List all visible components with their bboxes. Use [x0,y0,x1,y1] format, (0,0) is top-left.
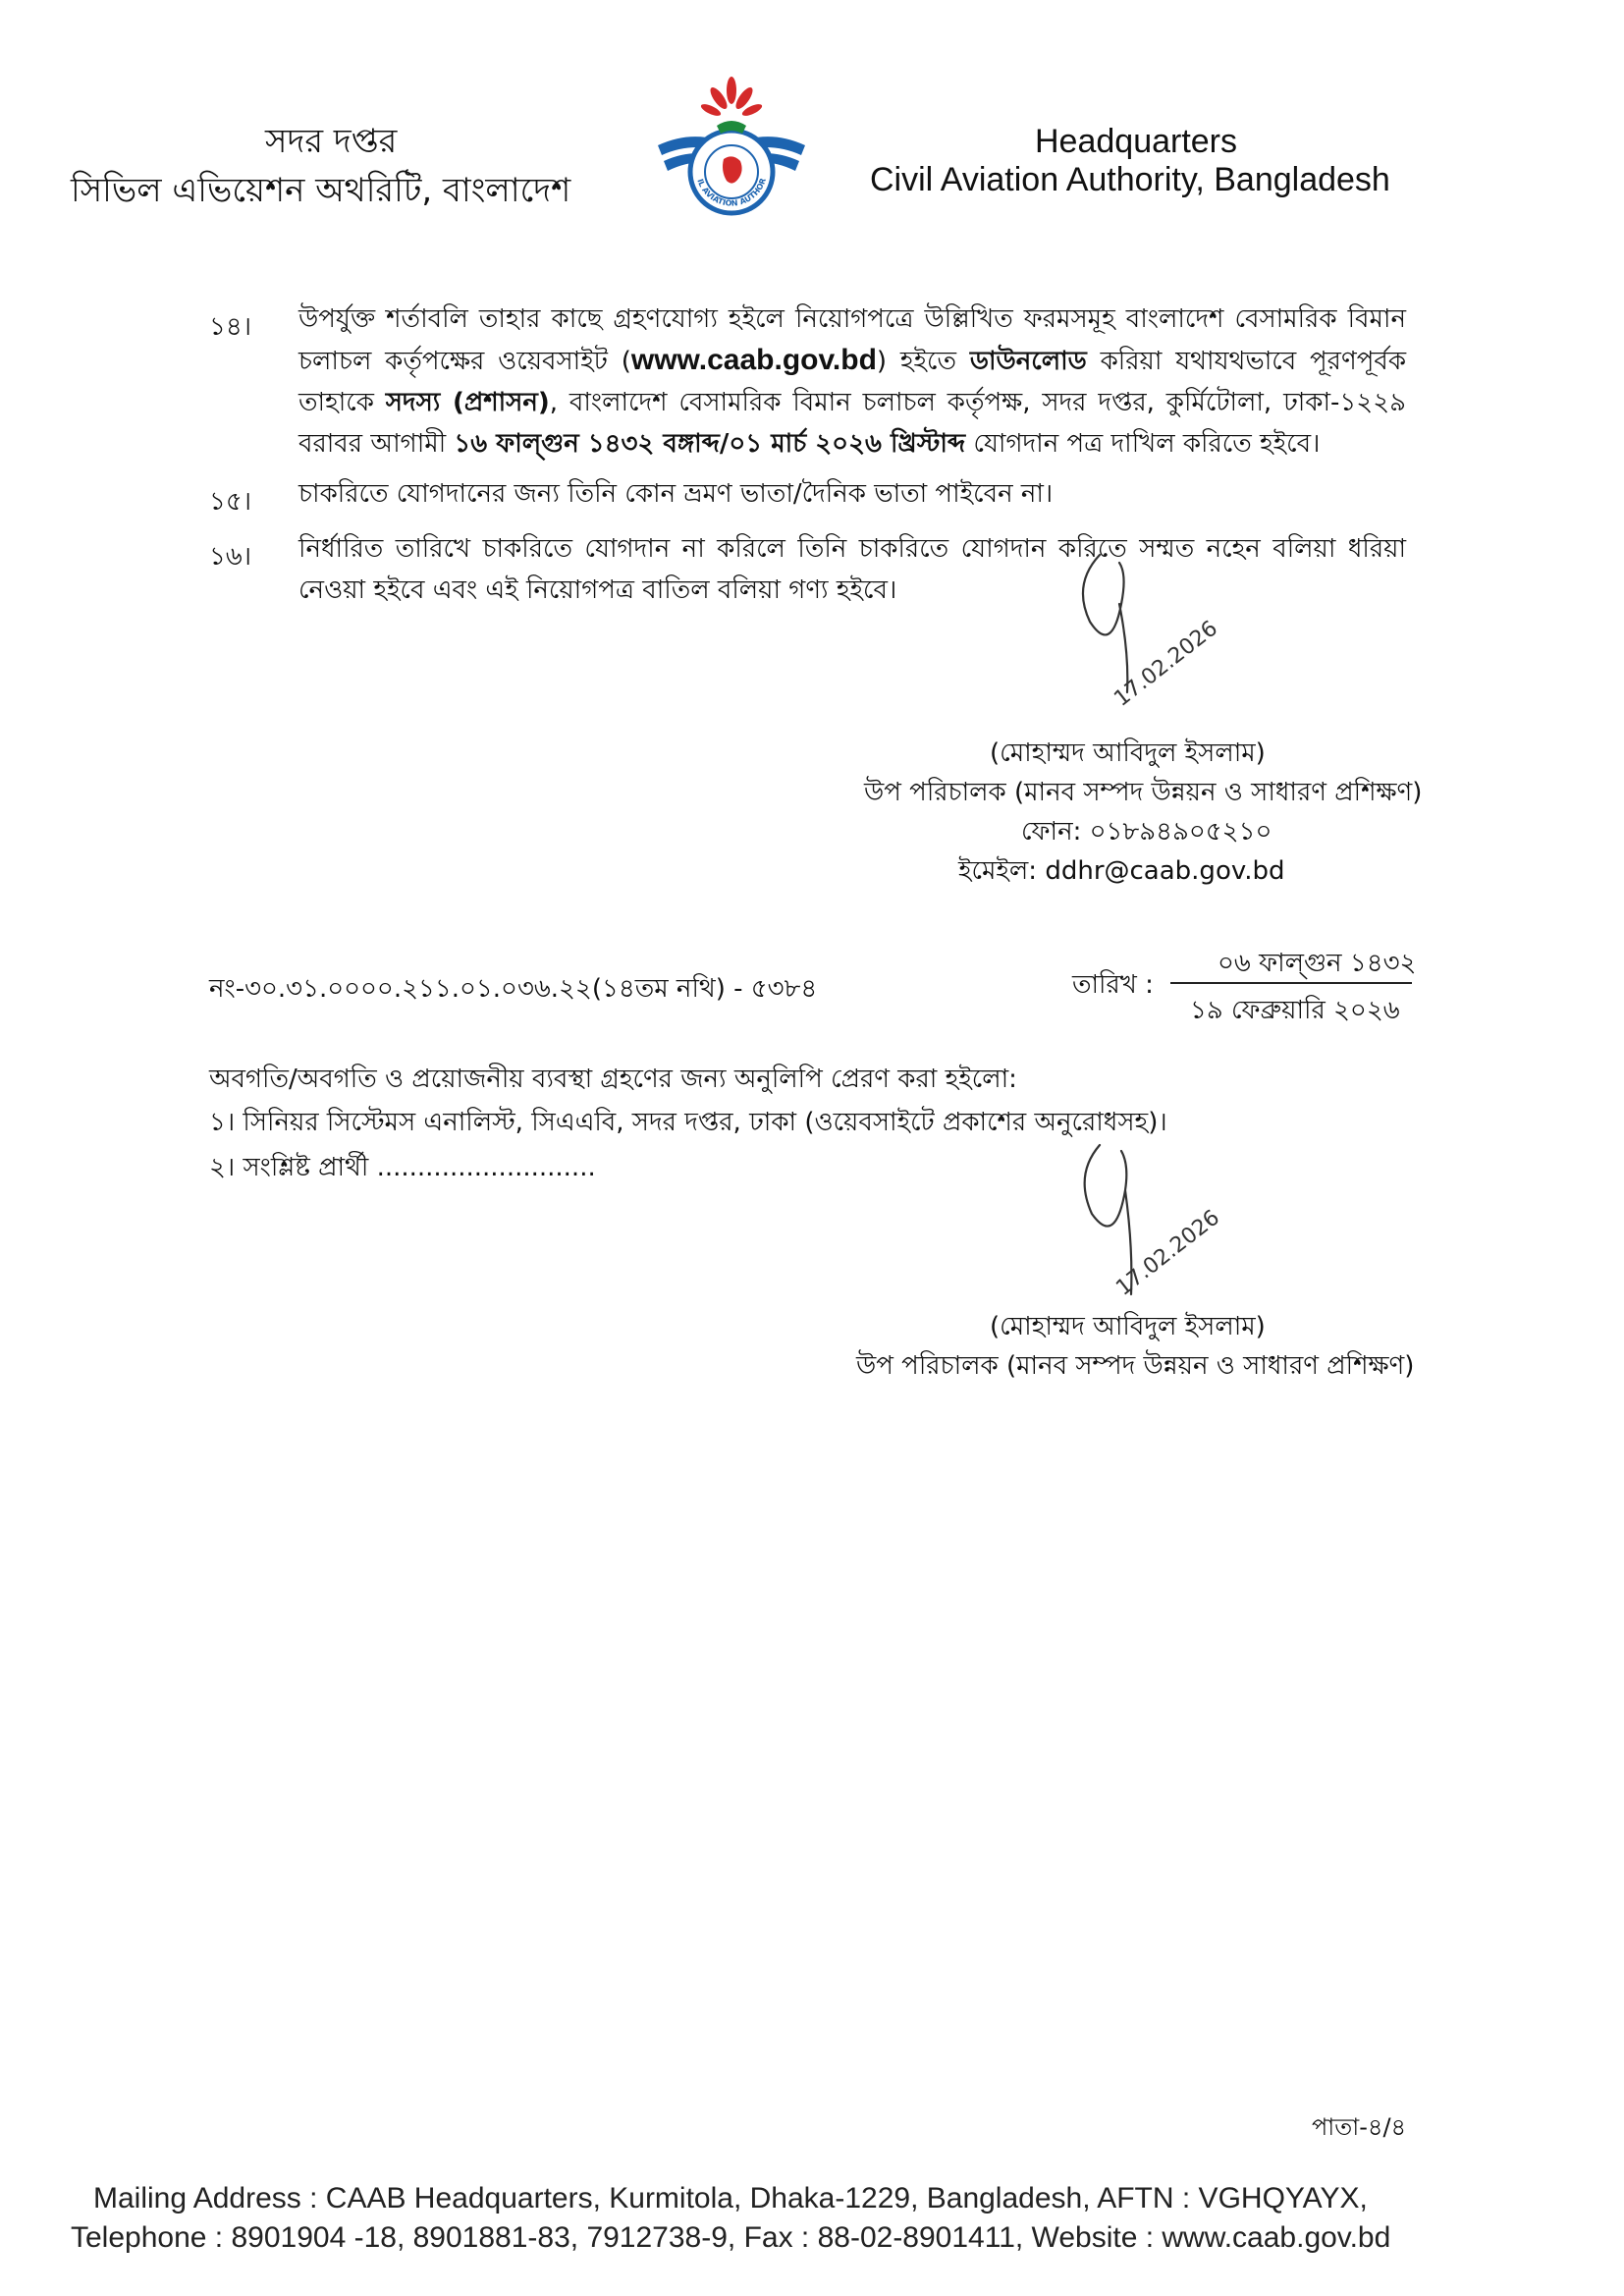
svg-text:17.02.2026: 17.02.2026 [1111,1205,1224,1301]
caab-logo [648,69,815,236]
website-link: www.caab.gov.bd [630,344,877,376]
para-14-number: ১৪। [209,312,252,342]
para-14-text: উপর্যুক্ত শর্তাবলি তাহার কাছে গ্রহণযোগ্য হইলে নিয়োগপত্রে উল্লিখিত ফরমসমূহ বাংলাদেশ বেসামরিক বিমান চলাচল কর্তৃপক্ষের ওয়েবসাইট (www.caab.gov.bd) হইতে ডাউনলোড করিয়া যথাযথভাবে পূরণপূর্বক তাহাকে সদস্য (প্রশাসন), বাংলাদেশ বেসামরিক বিমান চলাচল কর্তৃপক্ষ, সদর দপ্তর, কুর্মিটোলা, ঢাকা-১২২৯ বরাবর আগামী ১৬ ফাল্গুন ১৪৩২ বঙ্গাব্দ/০১ মার্চ ২০২৬ খ্রিস্টাব্দ যোগদান পত্র দাখিল করিতে হইবে। [298,304,1407,459]
memo-number: নং-৩০.৩১.০০০০.২১১.০১.০৩৬.২২(১৪তম নথি) - ৫৩৮৪ [209,974,818,1004]
signatory-email: ইমেইল: ddhr@caab.gov.bd [958,856,1285,886]
para-15-text: চাকরিতে যোগদানের জন্য তিনি কোন ভ্রমণ ভাতা/দৈনিক ভাতা পাইবেন না। [298,479,1054,509]
signatory-designation-2: উপ পরিচালক (মানব সম্পদ উন্নয়ন ও সাধারণ প্রশিক্ষণ) [856,1351,1415,1381]
copy-intro: অবগতি/অবগতি ও প্রয়োজনীয় ব্যবস্থা গ্রহণের জন্য অনুলিপি প্রেরণ করা হইলো: [209,1065,1017,1094]
handwritten-signature [1060,545,1237,722]
date-english: ১৯ ফেব্রুয়ারি ২০২৬ [1190,996,1400,1025]
page-number: পাতা-৪/৪ [1312,2113,1407,2141]
handwritten-signature-2 [1060,1129,1237,1306]
footer-address: Mailing Address : CAAB Headquarters, Kurmitola, Dhaka-1229, Bangladesh, AFTN : VGHQYAYX, [93,2182,1368,2214]
flower-icon [699,77,763,118]
signatory-designation: উপ পরিচালক (মানব সম্পদ উন্নয়ন ও সাধারণ প্রশিক্ষণ) [864,778,1423,807]
date-divider [1170,982,1412,984]
signatory-phone: ফোন: ০১৮৯৪৯০৫২১০ [1021,817,1272,847]
header-bn-office: সদর দপ্তর [265,122,398,161]
para-15-number: ১৫। [209,487,252,517]
header-en-org: Civil Aviation Authority, Bangladesh [870,161,1390,198]
para-16-text: নির্ধারিত তারিখে চাকরিতে যোগদান না করিলে তিনি চাকরিতে যোগদান করিতে সম্মত নহেন বলিয়া ধরিয়া নেওয়া হইবে এবং এই নিয়োগপত্র বাতিল বলিয়া গণ্য হইবে। [298,534,1406,605]
date-bangla: ০৬ ফাল্গুন ১৪৩২ [1218,949,1417,978]
svg-text:17.02.2026: 17.02.2026 [1110,616,1222,712]
header-bn-org: সিভিল এভিয়েশন অথরিটি, বাংলাদেশ [71,171,571,210]
copy-item-2: ২। সংশ্লিষ্ট প্রার্থী ........................... [209,1153,596,1182]
header-en-office: Headquarters [1035,123,1238,160]
signatory-name: (মোহাম্মদ আবিদুল ইসলাম) [990,738,1266,768]
footer-contacts: Telephone : 8901904 -18, 8901881-83, 7912738-9, Fax : 88-02-8901411, Website : www.caab.gov.bd [71,2221,1391,2254]
signatory-name-2: (মোহাম্মদ আবিদুল ইসলাম) [990,1312,1266,1341]
copy-item-1: ১। সিনিয়র সিস্টেমস এনালিস্ট, সিএএবি, সদর দপ্তর, ঢাকা (ওয়েবসাইটে প্রকাশের অনুরোধসহ)। [209,1108,1167,1137]
date-label: তারিখ : [1072,970,1154,1000]
para-16-number: ১৬। [209,542,252,572]
svg-text:CIVIL AVIATION AUTHORITY: IL AVIATION AUTHOR [695,177,768,208]
